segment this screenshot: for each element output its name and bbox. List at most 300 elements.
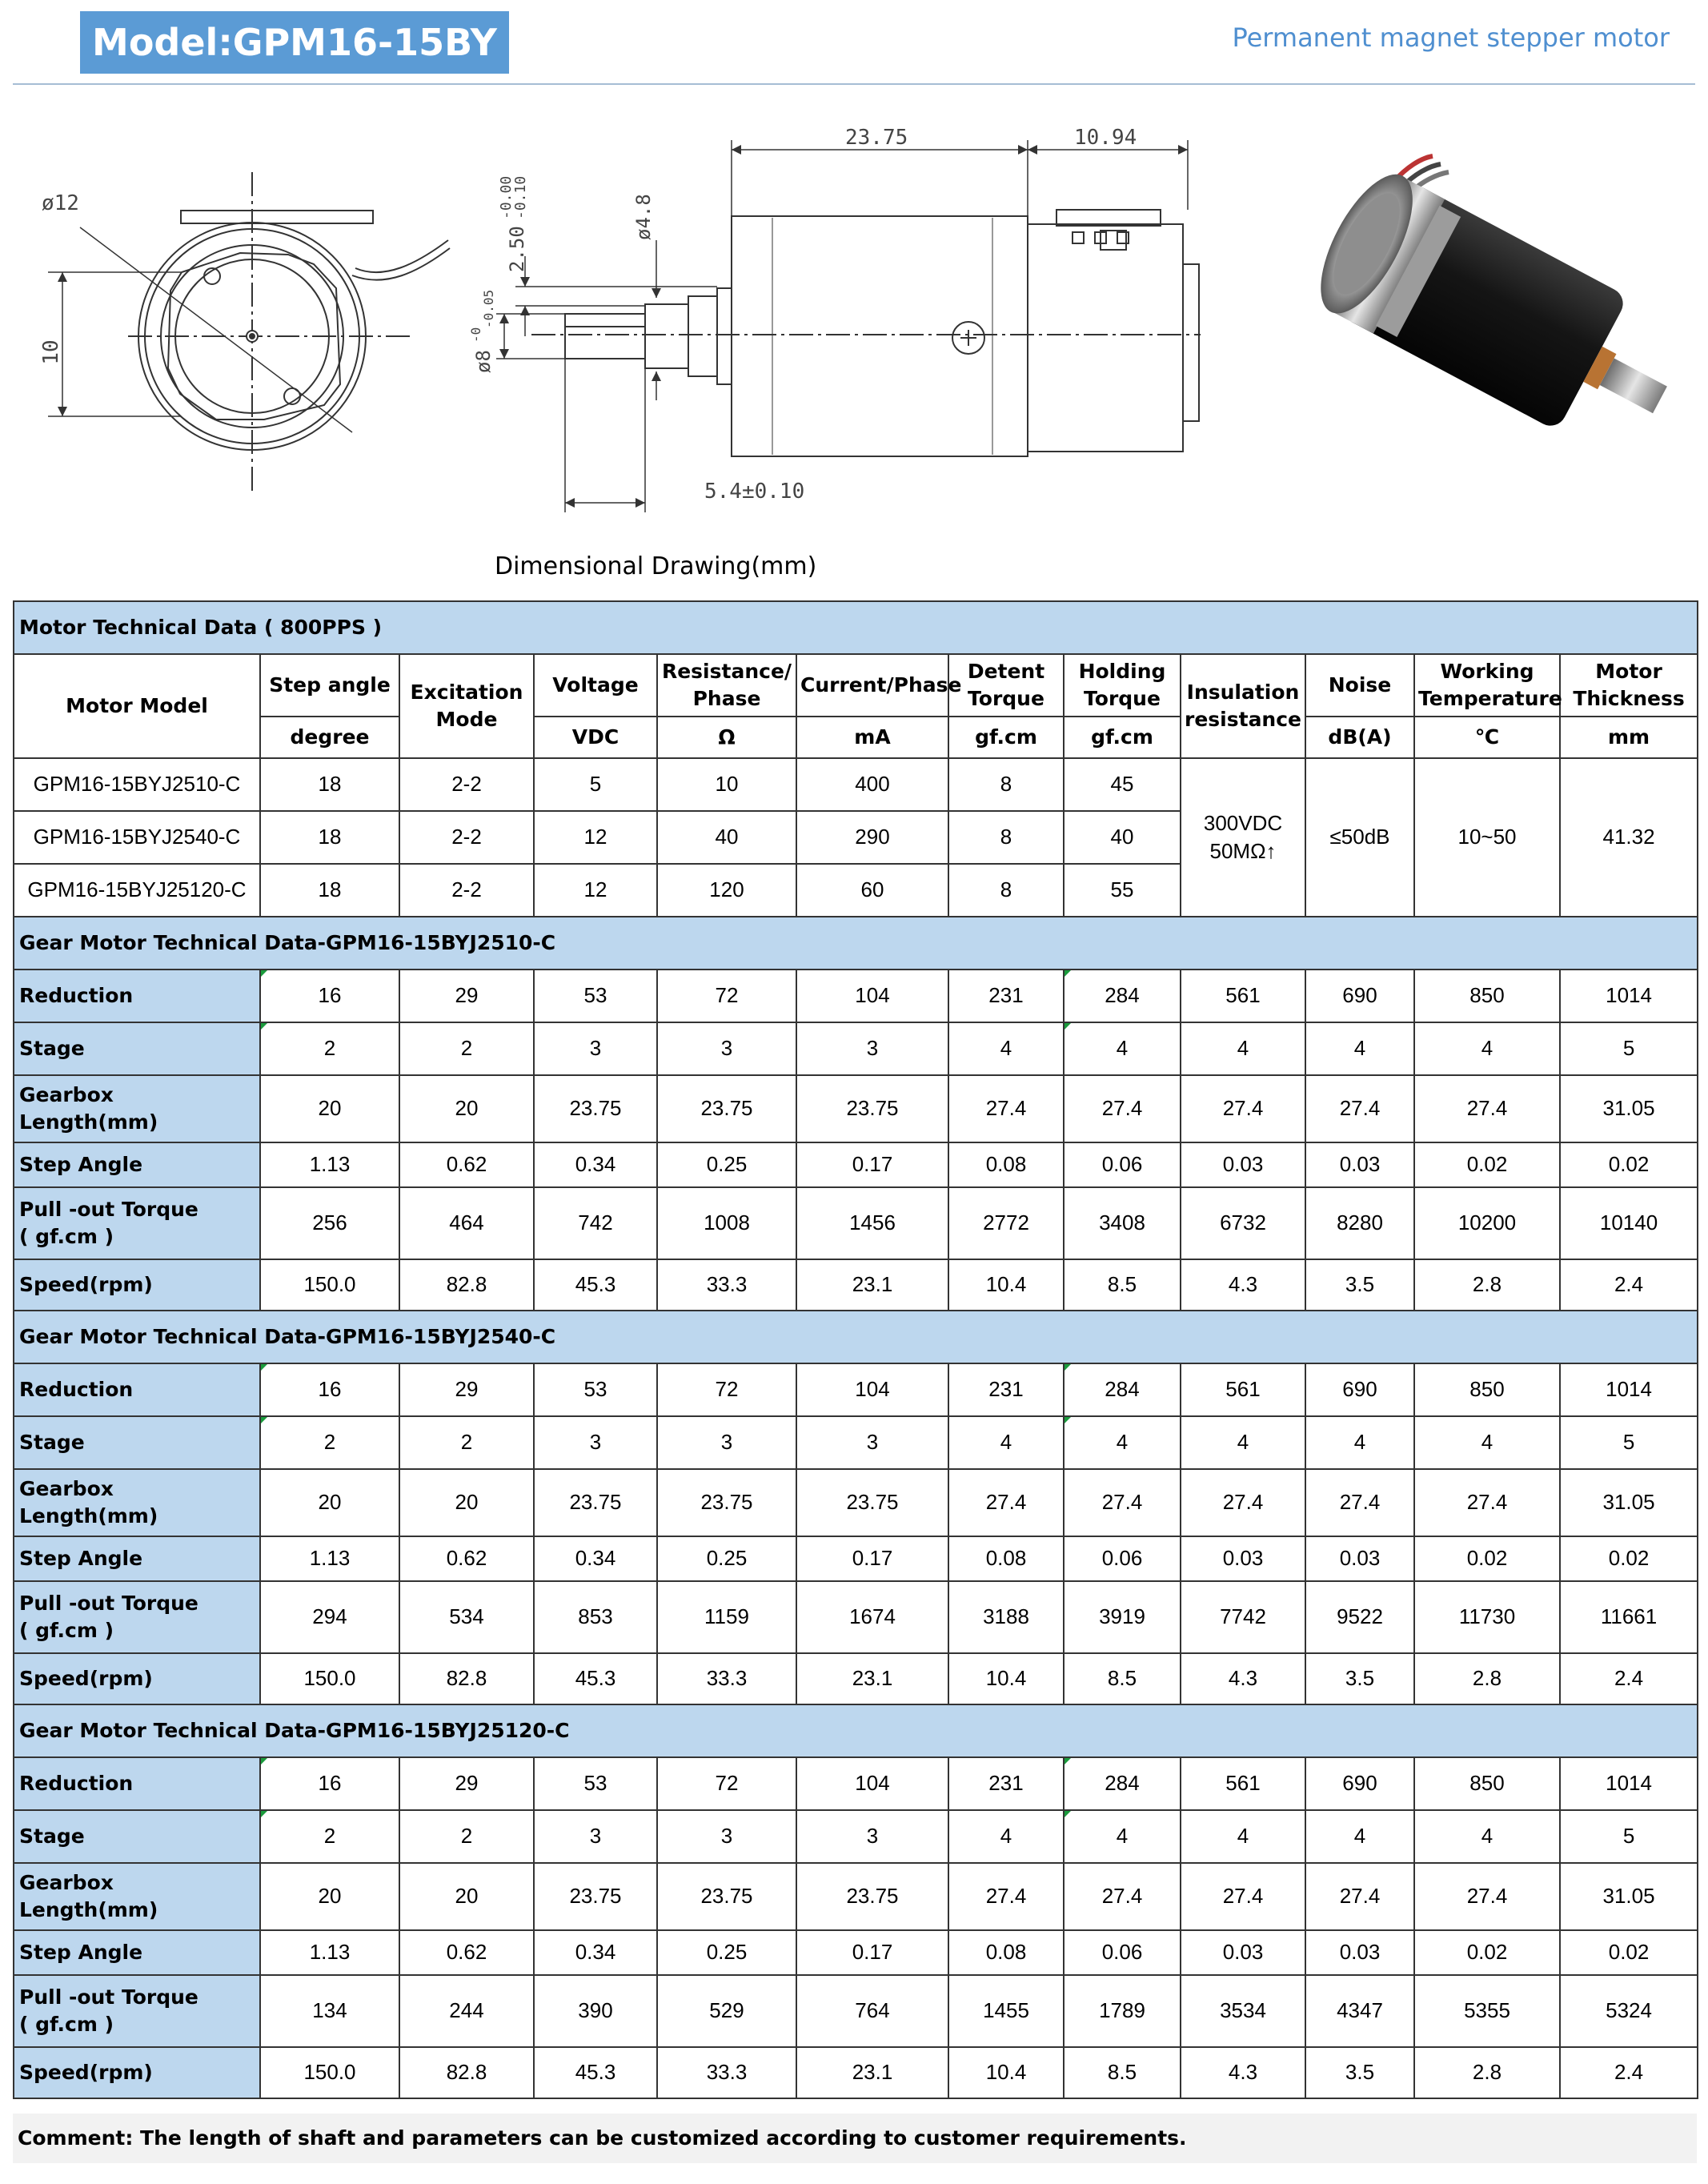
gear-cell: 1008 [657, 1187, 796, 1259]
gear-cell: 6732 [1181, 1187, 1305, 1259]
gear-cell: 72 [657, 970, 796, 1022]
gear-cell: 3 [534, 1810, 657, 1863]
gear-cell: 0.03 [1181, 1142, 1305, 1187]
row-label [14, 1975, 260, 2047]
unit-noise: dB(A) [1305, 717, 1414, 758]
row-label-line: Step Angle [19, 1153, 143, 1177]
row-label-line: Stage [19, 1037, 85, 1061]
gear-cell: 10.4 [948, 1259, 1064, 1311]
row-label [14, 1187, 260, 1259]
gear-cell: 23.75 [657, 1863, 796, 1930]
gear-cell: 0.34 [534, 1930, 657, 1975]
dim-phi8-upper: -0 [468, 327, 483, 343]
gear-cell: 2 [399, 1810, 534, 1863]
motor-excitation: 2-2 [399, 758, 534, 811]
gear-cell: 1014 [1560, 970, 1698, 1022]
header-motor-model: Motor Model [14, 654, 260, 758]
motor-voltage: 5 [534, 758, 657, 811]
gear-cell: 9522 [1305, 1581, 1414, 1653]
gear-cell: 256 [260, 1187, 399, 1259]
section-header-gear: Gear Motor Technical Data-GPM16-15BYJ25120-C [14, 1704, 1698, 1757]
gear-cell: 27.4 [1064, 1075, 1181, 1142]
model-badge: Model:GPM16-15BY [80, 11, 509, 74]
dim-2-50-lower: -0.10 [512, 175, 529, 219]
gear-cell: 2.8 [1414, 2047, 1560, 2098]
gear-cell: 2.8 [1414, 1259, 1560, 1311]
gear-cell: 72 [657, 1363, 796, 1416]
gear-cell: 3.5 [1305, 1653, 1414, 1704]
gear-cell: 8.5 [1064, 1653, 1181, 1704]
front-view [48, 172, 450, 492]
gear-cell: 3188 [948, 1581, 1064, 1653]
dim-phi8: ø8 [472, 350, 495, 373]
gear-cell: 4 [1414, 1416, 1560, 1469]
dim-2-50: 2.50 [506, 226, 528, 272]
motor-current: 400 [796, 758, 948, 811]
row-label-line: Gearbox [19, 1083, 114, 1107]
gear-cell: 16 [260, 1757, 399, 1810]
unit-thickness: mm [1560, 717, 1698, 758]
motor-step: 18 [260, 864, 399, 917]
row-label-line: Length(mm) [19, 1898, 158, 1921]
dim-phi4-8: ø4.8 [632, 194, 655, 240]
motor-model: GPM16-15BYJ25120-C [14, 864, 260, 917]
header-step-angle: Step angle [260, 654, 399, 717]
gear-cell: 150.0 [260, 1259, 399, 1311]
drawing-caption: Dimensional Drawing(mm) [495, 552, 817, 580]
gear-cell: 82.8 [399, 1259, 534, 1311]
gear-cell: 3919 [1064, 1581, 1181, 1653]
gear-cell: 0.02 [1414, 1536, 1560, 1581]
gear-cell: 27.4 [1181, 1469, 1305, 1536]
row-label-line: Speed(rpm) [19, 1667, 153, 1691]
gear-cell: 0.03 [1305, 1142, 1414, 1187]
row-label-line: ( gf.cm ) [19, 1225, 114, 1248]
gear-cell: 27.4 [1414, 1469, 1560, 1536]
gear-cell: 27.4 [948, 1469, 1064, 1536]
gear-cell: 104 [796, 970, 948, 1022]
gear-cell: 244 [399, 1975, 534, 2047]
gear-cell: 150.0 [260, 1653, 399, 1704]
gear-cell: 5 [1560, 1416, 1698, 1469]
gear-cell: 8.5 [1064, 1259, 1181, 1311]
gear-cell: 33.3 [657, 1653, 796, 1704]
gear-cell: 27.4 [1305, 1469, 1414, 1536]
gear-cell: 0.34 [534, 1536, 657, 1581]
gear-row-reduction [14, 1363, 1698, 1416]
gear-cell: 23.75 [657, 1469, 796, 1536]
gear-cell: 0.34 [534, 1142, 657, 1187]
gear-cell: 20 [260, 1863, 399, 1930]
gear-cell: 4 [948, 1416, 1064, 1469]
unit-temperature: ℃ [1414, 717, 1560, 758]
gear-cell: 45.3 [534, 1653, 657, 1704]
gear-cell: 3.5 [1305, 2047, 1414, 2098]
gear-cell: 561 [1181, 1757, 1305, 1810]
row-label [14, 1810, 260, 1863]
noise-value: ≤50dB [1305, 758, 1414, 917]
gear-cell: 1014 [1560, 1757, 1698, 1810]
gear-cell: 742 [534, 1187, 657, 1259]
gear-cell: 4347 [1305, 1975, 1414, 2047]
gear-cell: 4 [1064, 1022, 1181, 1075]
gear-row-stage [14, 1022, 1698, 1075]
gear-cell: 3 [796, 1022, 948, 1075]
gear-cell: 53 [534, 1363, 657, 1416]
gear-cell: 284 [1064, 1363, 1181, 1416]
motor-holding: 40 [1064, 811, 1181, 864]
gear-cell: 2 [399, 1416, 534, 1469]
header-resistance: Resistance/ Phase [657, 654, 796, 717]
gear-cell: 0.08 [948, 1536, 1064, 1581]
row-label-line: Length(mm) [19, 1110, 158, 1134]
gear-cell: 23.75 [534, 1075, 657, 1142]
row-label-line: Length(mm) [19, 1504, 158, 1528]
gear-row-speed [14, 2047, 1698, 2098]
gear-cell: 3408 [1064, 1187, 1181, 1259]
row-label-line: Reduction [19, 1772, 134, 1796]
gear-cell: 390 [534, 1975, 657, 2047]
gear-cell: 0.25 [657, 1142, 796, 1187]
gear-cell: 23.75 [796, 1863, 948, 1930]
dim-10-94: 10.94 [1074, 126, 1137, 150]
gear-cell: 2.4 [1560, 1259, 1698, 1311]
gear-cell: 2 [260, 1022, 399, 1075]
section-header-motor: Motor Technical Data ( 800PPS ) [14, 601, 1698, 654]
gear-cell: 4.3 [1181, 1653, 1305, 1704]
gear-cell: 2.4 [1560, 1653, 1698, 1704]
gear-cell: 8.5 [1064, 2047, 1181, 2098]
gear-cell: 690 [1305, 1363, 1414, 1416]
section-header-gear: Gear Motor Technical Data-GPM16-15BYJ2540-C [14, 1311, 1698, 1363]
gear-cell: 0.06 [1064, 1930, 1181, 1975]
motor-current: 290 [796, 811, 948, 864]
header-temperature: Working Temperature [1414, 654, 1560, 717]
gear-cell: 20 [399, 1075, 534, 1142]
row-label-line: Step Angle [19, 1547, 143, 1571]
gear-cell: 4 [1305, 1810, 1414, 1863]
gear-cell: 29 [399, 970, 534, 1022]
row-label [14, 1022, 260, 1075]
gear-cell: 0.17 [796, 1930, 948, 1975]
insulation-line1: 300VDC [1203, 810, 1283, 835]
gear-cell: 45.3 [534, 1259, 657, 1311]
gear-row-pull [14, 1975, 1698, 2047]
header-divider [13, 83, 1695, 85]
gear-cell: 33.3 [657, 1259, 796, 1311]
gear-cell: 1.13 [260, 1536, 399, 1581]
row-label [14, 2047, 260, 2098]
row-label [14, 1536, 260, 1581]
gear-cell: 4 [1305, 1022, 1414, 1075]
unit-holding: gf.cm [1064, 717, 1181, 758]
gear-row-gearbox [14, 1863, 1698, 1930]
gear-cell: 29 [399, 1363, 534, 1416]
row-label [14, 1363, 260, 1416]
side-view [496, 140, 1201, 512]
gear-cell: 23.1 [796, 1259, 948, 1311]
row-label-line: ( gf.cm ) [19, 1619, 114, 1642]
gear-cell: 561 [1181, 1363, 1305, 1416]
gear-cell: 464 [399, 1187, 534, 1259]
motor-holding: 55 [1064, 864, 1181, 917]
gear-cell: 23.1 [796, 2047, 948, 2098]
gear-cell: 850 [1414, 1757, 1560, 1810]
gear-cell: 4 [1414, 1022, 1560, 1075]
gear-cell: 529 [657, 1975, 796, 2047]
comment-note: Comment: The length of shaft and parameters can be customized according to customer requirements. [13, 2114, 1697, 2163]
row-label-line: Speed(rpm) [19, 2061, 153, 2085]
gear-cell: 0.06 [1064, 1536, 1181, 1581]
gear-row-stage [14, 1416, 1698, 1469]
unit-resistance: Ω [657, 717, 796, 758]
gear-cell: 3 [796, 1810, 948, 1863]
gear-cell: 3 [657, 1416, 796, 1469]
gear-cell: 0.02 [1414, 1142, 1560, 1187]
gear-cell: 8280 [1305, 1187, 1414, 1259]
header-excitation: Excitation Mode [399, 654, 534, 758]
gear-cell: 853 [534, 1581, 657, 1653]
gear-cell: 0.06 [1064, 1142, 1181, 1187]
gear-cell: 0.03 [1305, 1930, 1414, 1975]
header-detent-torque: Detent Torque [948, 654, 1064, 717]
motor-resistance: 40 [657, 811, 796, 864]
motor-voltage: 12 [534, 811, 657, 864]
gear-cell: 1.13 [260, 1142, 399, 1187]
motor-photo [1302, 156, 1696, 468]
motor-row [14, 758, 1698, 811]
gear-cell: 1.13 [260, 1930, 399, 1975]
gear-row-step-angle [14, 1536, 1698, 1581]
gear-cell: 294 [260, 1581, 399, 1653]
motor-resistance: 120 [657, 864, 796, 917]
gear-cell: 1456 [796, 1187, 948, 1259]
gear-cell: 20 [260, 1075, 399, 1142]
row-label [14, 1757, 260, 1810]
dim-phi12: ø12 [42, 191, 79, 215]
row-label-line: Gearbox [19, 1477, 114, 1501]
row-label [14, 1469, 260, 1536]
gear-cell: 0.08 [948, 1930, 1064, 1975]
row-label-line: Gearbox [19, 1871, 114, 1895]
gear-cell: 4 [1414, 1810, 1560, 1863]
motor-excitation: 2-2 [399, 864, 534, 917]
row-label [14, 1863, 260, 1930]
gear-cell: 764 [796, 1975, 948, 2047]
gear-cell: 72 [657, 1757, 796, 1810]
row-label-line: ( gf.cm ) [19, 2013, 114, 2036]
gear-cell: 23.75 [796, 1469, 948, 1536]
gear-cell: 4 [1181, 1022, 1305, 1075]
page-subtitle: Permanent magnet stepper motor [1232, 22, 1670, 53]
unit-detent: gf.cm [948, 717, 1064, 758]
gear-cell: 2772 [948, 1187, 1064, 1259]
gear-cell: 0.17 [796, 1142, 948, 1187]
gear-cell: 1159 [657, 1581, 796, 1653]
gear-cell: 27.4 [1414, 1075, 1560, 1142]
gear-cell: 0.62 [399, 1930, 534, 1975]
gear-cell: 27.4 [948, 1863, 1064, 1930]
gear-cell: 16 [260, 970, 399, 1022]
gear-cell: 0.03 [1181, 1930, 1305, 1975]
gear-cell: 561 [1181, 970, 1305, 1022]
gear-cell: 10200 [1414, 1187, 1560, 1259]
dimensional-drawing [0, 96, 1708, 592]
gear-cell: 23.1 [796, 1653, 948, 1704]
gear-cell: 29 [399, 1757, 534, 1810]
motor-step: 18 [260, 811, 399, 864]
gear-cell: 10140 [1560, 1187, 1698, 1259]
gear-cell: 0.03 [1305, 1536, 1414, 1581]
header-voltage: Voltage [534, 654, 657, 717]
gear-cell: 134 [260, 1975, 399, 2047]
gear-row-reduction [14, 970, 1698, 1022]
gear-cell: 1455 [948, 1975, 1064, 2047]
gear-cell: 104 [796, 1363, 948, 1416]
gear-cell: 2 [260, 1416, 399, 1469]
motor-current: 60 [796, 864, 948, 917]
unit-current: mA [796, 717, 948, 758]
gear-cell: 7742 [1181, 1581, 1305, 1653]
dim-23-75: 23.75 [845, 126, 908, 150]
row-label [14, 1581, 260, 1653]
gear-cell: 3 [657, 1810, 796, 1863]
dim-shaft-length: 5.4±0.10 [704, 480, 805, 504]
gear-cell: 5324 [1560, 1975, 1698, 2047]
row-label [14, 1075, 260, 1142]
gear-cell: 4.3 [1181, 1259, 1305, 1311]
gear-cell: 2.4 [1560, 2047, 1698, 2098]
row-label-line: Speed(rpm) [19, 1273, 153, 1297]
gear-cell: 27.4 [1064, 1469, 1181, 1536]
gear-cell: 27.4 [1305, 1075, 1414, 1142]
gear-cell: 1014 [1560, 1363, 1698, 1416]
dim-10: 10 [39, 339, 63, 365]
gear-cell: 0.02 [1560, 1536, 1698, 1581]
gear-cell: 27.4 [948, 1075, 1064, 1142]
gear-cell: 4.3 [1181, 2047, 1305, 2098]
gear-cell: 3 [796, 1416, 948, 1469]
gear-cell: 23.75 [534, 1863, 657, 1930]
unit-step: degree [260, 717, 399, 758]
motor-detent: 8 [948, 864, 1064, 917]
row-label-line: Pull -out Torque [19, 1985, 198, 2009]
gear-row-speed [14, 1653, 1698, 1704]
gear-cell: 4 [1181, 1416, 1305, 1469]
header-noise: Noise [1305, 654, 1414, 717]
motor-model: GPM16-15BYJ2510-C [14, 758, 260, 811]
gear-cell: 284 [1064, 1757, 1181, 1810]
gear-cell: 284 [1064, 970, 1181, 1022]
gear-row-step-angle [14, 1142, 1698, 1187]
row-label [14, 1259, 260, 1311]
gear-cell: 20 [399, 1469, 534, 1536]
gear-cell: 27.4 [1064, 1863, 1181, 1930]
gear-cell: 4 [948, 1810, 1064, 1863]
gear-cell: 0.62 [399, 1536, 534, 1581]
gear-cell: 5 [1560, 1022, 1698, 1075]
header-thickness: Motor Thickness [1560, 654, 1698, 717]
row-label [14, 1653, 260, 1704]
gear-cell: 31.05 [1560, 1075, 1698, 1142]
gear-cell: 4 [1064, 1810, 1181, 1863]
gear-cell: 0.25 [657, 1536, 796, 1581]
gear-cell: 0.03 [1181, 1536, 1305, 1581]
row-label-line: Reduction [19, 1378, 134, 1402]
gear-cell: 4 [1305, 1416, 1414, 1469]
gear-cell: 11730 [1414, 1581, 1560, 1653]
row-label-line: Stage [19, 1825, 85, 1849]
gear-cell: 534 [399, 1581, 534, 1653]
row-label-line: Step Angle [19, 1941, 143, 1965]
thickness-value: 41.32 [1560, 758, 1698, 917]
row-label [14, 1142, 260, 1187]
gear-row-pull [14, 1187, 1698, 1259]
header-insulation: Insulation resistance [1181, 654, 1305, 758]
gear-cell: 23.75 [534, 1469, 657, 1536]
gear-cell: 53 [534, 970, 657, 1022]
gear-row-reduction [14, 1757, 1698, 1810]
row-label [14, 1416, 260, 1469]
gear-cell: 20 [399, 1863, 534, 1930]
motor-resistance: 10 [657, 758, 796, 811]
gear-cell: 231 [948, 1757, 1064, 1810]
gear-cell: 690 [1305, 970, 1414, 1022]
gear-cell: 850 [1414, 970, 1560, 1022]
gear-row-step-angle [14, 1930, 1698, 1975]
gear-cell: 5 [1560, 1810, 1698, 1863]
gear-cell: 23.75 [796, 1075, 948, 1142]
gear-cell: 0.02 [1414, 1930, 1560, 1975]
gear-cell: 231 [948, 1363, 1064, 1416]
gear-cell: 690 [1305, 1757, 1414, 1810]
gear-cell: 0.62 [399, 1142, 534, 1187]
gear-cell: 31.05 [1560, 1469, 1698, 1536]
row-label-line: Reduction [19, 984, 134, 1008]
gear-cell: 2.8 [1414, 1653, 1560, 1704]
gear-cell: 27.4 [1414, 1863, 1560, 1930]
temperature-value: 10~50 [1414, 758, 1560, 917]
gear-cell: 82.8 [399, 1653, 534, 1704]
motor-step: 18 [260, 758, 399, 811]
motor-detent: 8 [948, 811, 1064, 864]
gear-cell: 27.4 [1305, 1863, 1414, 1930]
gear-cell: 150.0 [260, 2047, 399, 2098]
gear-cell: 11661 [1560, 1581, 1698, 1653]
motor-model: GPM16-15BYJ2540-C [14, 811, 260, 864]
row-label [14, 970, 260, 1022]
gear-cell: 4 [1181, 1810, 1305, 1863]
gear-cell: 5355 [1414, 1975, 1560, 2047]
gear-cell: 31.05 [1560, 1863, 1698, 1930]
gear-cell: 45.3 [534, 2047, 657, 2098]
row-label-line: Stage [19, 1431, 85, 1455]
gear-cell: 3 [534, 1416, 657, 1469]
gear-cell: 23.75 [657, 1075, 796, 1142]
spec-table [13, 600, 1698, 2099]
gear-cell: 27.4 [1181, 1863, 1305, 1930]
gear-cell: 0.25 [657, 1930, 796, 1975]
gear-cell: 3 [657, 1022, 796, 1075]
gear-cell: 850 [1414, 1363, 1560, 1416]
gear-cell: 1674 [796, 1581, 948, 1653]
insulation-value [1181, 758, 1305, 917]
gear-cell: 2 [399, 1022, 534, 1075]
gear-row-speed [14, 1259, 1698, 1311]
motor-holding: 45 [1064, 758, 1181, 811]
section-header-gear: Gear Motor Technical Data-GPM16-15BYJ2510-C [14, 917, 1698, 970]
header-holding-torque: Holding Torque [1064, 654, 1181, 717]
